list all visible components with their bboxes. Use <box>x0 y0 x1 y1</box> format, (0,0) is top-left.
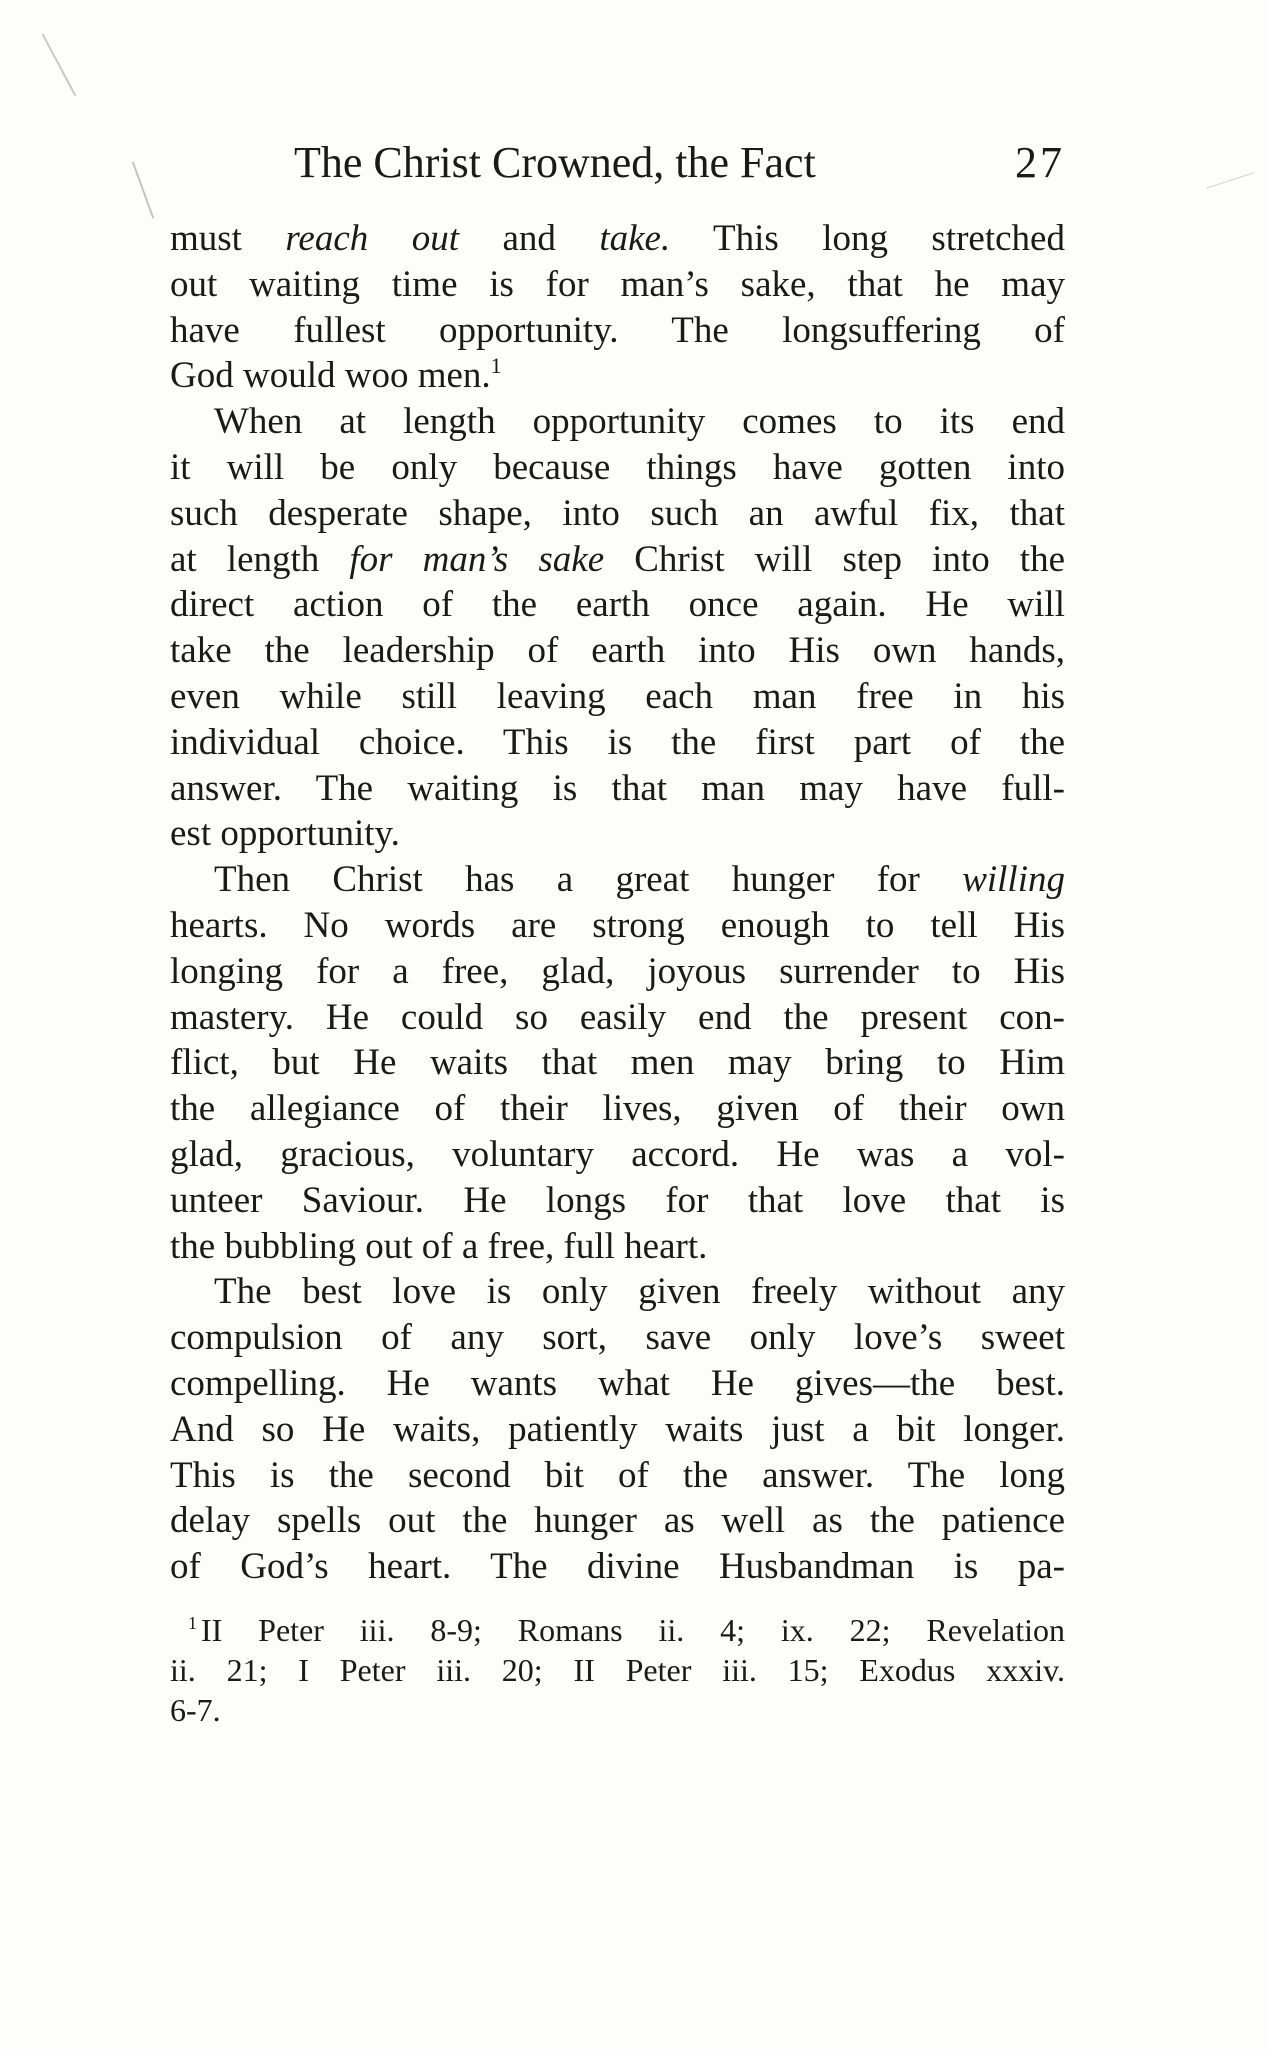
text-line <box>170 1544 1065 1590</box>
scan-mark <box>1206 172 1254 188</box>
text-run: flict, but He waits that men may bring to Him <box>170 1042 1065 1084</box>
text-run: must <box>170 218 286 259</box>
page-number: 27 <box>1015 138 1065 187</box>
text-run: This is the second bit of the answer. The long <box>170 1454 1065 1496</box>
text-line <box>170 903 1065 949</box>
running-header <box>170 138 1065 188</box>
text-run: When at length opportunity comes to its end <box>214 401 1065 443</box>
footnote-line <box>170 1650 1065 1690</box>
text-run: Then Christ has a great hunger for <box>214 859 963 901</box>
text-line <box>170 1086 1065 1132</box>
text-run: at length <box>170 538 350 580</box>
text-run: mastery. He could so easily end the present con- <box>170 996 1065 1038</box>
footnote-text: II Peter iii. 8-9; Romans ii. 4; ix. 22; Revelation <box>201 1612 1065 1648</box>
text-run: longing for a free, glad, joyous surrender to His <box>170 950 1065 992</box>
text-run: have fullest opportunity. The longsuffering of <box>170 309 1065 351</box>
text-line <box>170 811 1065 857</box>
text-run: unteer Saviour. He longs for that love that is <box>170 1179 1065 1221</box>
footnote-reference: 1 <box>490 353 502 379</box>
text-line <box>170 1178 1065 1224</box>
footnote-text: 6-7. <box>170 1692 221 1728</box>
text-line <box>170 1453 1065 1499</box>
text-line <box>170 491 1065 537</box>
body-text <box>170 216 1065 1590</box>
text-line <box>170 1315 1065 1361</box>
text-line <box>170 995 1065 1041</box>
text-run: of God’s heart. The divine Husbandman is pa- <box>170 1546 1065 1588</box>
text-line <box>170 674 1065 720</box>
text-run: The best love is only given freely without any <box>214 1271 1065 1313</box>
text-line <box>170 720 1065 766</box>
footnote-line <box>170 1690 1065 1730</box>
text-line <box>170 857 1065 903</box>
text-line <box>170 1269 1065 1315</box>
text-run: take the leadership of earth into His own hands, <box>170 630 1065 672</box>
footnote-line <box>170 1610 1065 1650</box>
text-run: This long stretched <box>670 218 1065 259</box>
text-run: direct action of the earth once again. He will <box>170 584 1065 626</box>
text-line <box>170 216 1065 262</box>
text-line <box>170 537 1065 583</box>
text-run: the bubbling out of a free, full heart. <box>170 1225 708 1267</box>
text-line <box>170 949 1065 995</box>
text-line <box>170 628 1065 674</box>
text-run: God would woo men. <box>170 355 491 397</box>
text-line <box>170 1224 1065 1270</box>
text-line <box>170 766 1065 812</box>
text-line <box>170 445 1065 491</box>
italic-text: reach out <box>285 218 460 259</box>
text-run: est opportunity. <box>170 813 400 855</box>
text-run: even while still leaving each man free in his <box>170 675 1065 717</box>
text-run: compulsion of any sort, save only love’s sweet <box>170 1317 1065 1359</box>
footnote <box>170 1610 1065 1730</box>
text-line <box>170 1407 1065 1453</box>
text-line <box>170 1498 1065 1544</box>
text-run: it will be only because things have gotten into <box>170 446 1065 488</box>
text-run: And so He waits, patiently waits just a bit longer. <box>170 1408 1065 1450</box>
text-run: Christ will step into the <box>604 538 1065 580</box>
text-run: the allegiance of their lives, given of their own <box>170 1088 1065 1130</box>
text-line <box>170 262 1065 308</box>
italic-text: willing <box>962 859 1065 901</box>
text-run: glad, gracious, voluntary accord. He was a vol- <box>170 1133 1065 1175</box>
italic-text: for man’s sake <box>349 538 605 580</box>
text-run: hearts. No words are strong enough to tell His <box>170 904 1065 946</box>
text-run: individual choice. This is the first part of the <box>170 721 1065 763</box>
text-run: such desperate shape, into such an awful fix, that <box>170 492 1065 534</box>
text-run: out waiting time is for man’s sake, that he may <box>170 263 1065 305</box>
text-run: compelling. He wants what He gives—the best. <box>170 1362 1065 1404</box>
scan-mark <box>42 34 77 97</box>
footnote-marker: 1 <box>188 1613 197 1633</box>
text-line <box>170 582 1065 628</box>
text-line <box>170 308 1065 354</box>
scan-mark <box>132 161 154 218</box>
italic-text: take. <box>599 218 671 259</box>
text-line <box>170 1132 1065 1178</box>
text-run: answer. The waiting is that man may have full- <box>170 767 1065 809</box>
text-line <box>170 1040 1065 1086</box>
running-title: The Christ Crowned, the Fact <box>294 138 816 187</box>
text-line <box>170 353 1065 399</box>
text-line <box>170 1361 1065 1407</box>
text-line <box>170 399 1065 445</box>
footnote-text: ii. 21; I Peter iii. 20; II Peter iii. 15; Exodus xxxiv. <box>170 1652 1065 1688</box>
text-run: and <box>459 218 600 259</box>
text-run: delay spells out the hunger as well as the patience <box>170 1500 1065 1542</box>
